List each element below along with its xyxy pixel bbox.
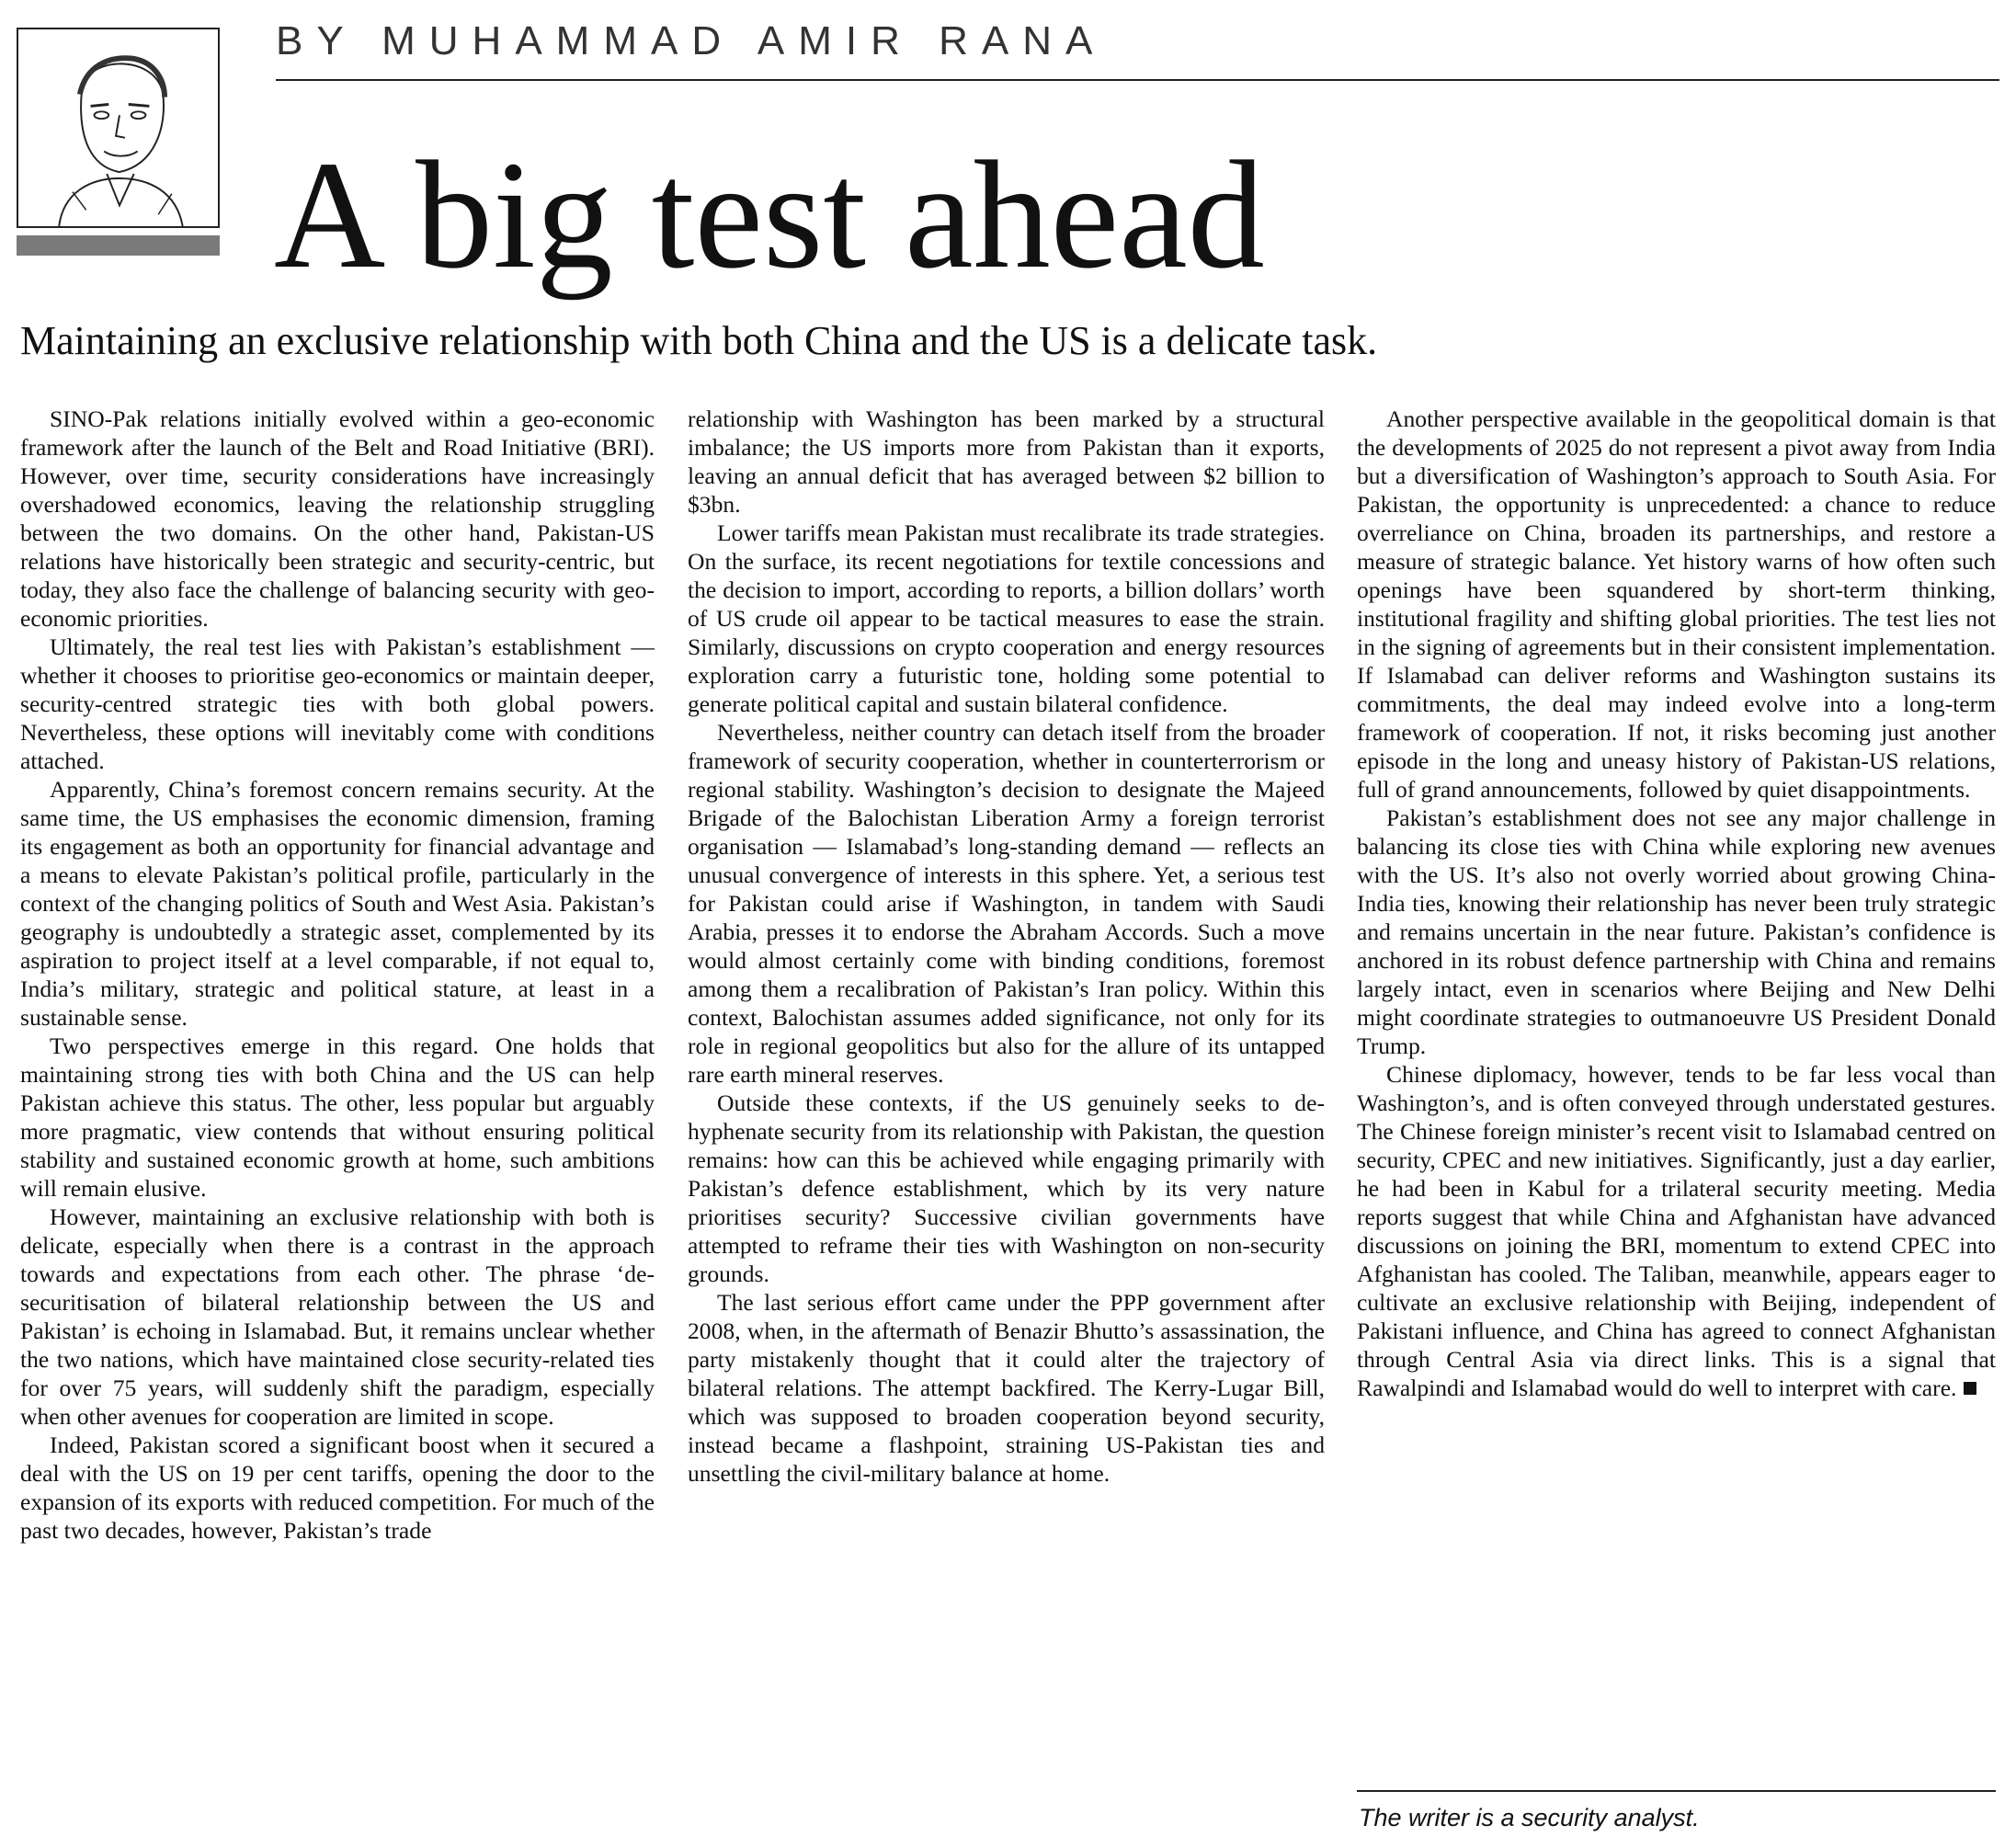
paragraph: Pakistan’s establishment does not see any major challenge in balancing its close ties with China while exploring new avenues with the US. It’s also not overly worried about growing China-India ties, knowing their relationship has never been truly strategic and remains uncertain in the near future. Pakistan’s confidence is anchored in its robust defence partnership with China and remains largely intact, even in scenarios where Beijing and New Delhi might coordinate strategies to outmanoeuvre US President Donald Trump. — [1357, 804, 1996, 1059]
paragraph: Indeed, Pakistan scored a significant boost when it secured a deal with the US on 19 per cent tariffs, opening the door to the expansion of its exports with reduced competition. For much of the past two decades, however, Pakistan’s trade — [20, 1432, 655, 1544]
paragraph: Apparently, China’s foremost concern remains security. At the same time, the US emphasises the economic dimension, framing its engagement as both an opportunity for financial advantage and a means to elevate Pakistan’s political profile, particularly in the context of the changing politics of South and West Asia. Pakistan’s geography is undoubtedly a strategic asset, complemented by its aspiration to project itself at a level comparable, if not equal to, India’s military, strategic and political stature, at least in a sustainable sense. — [20, 776, 655, 1031]
column-2 — [688, 405, 1325, 1488]
end-mark-icon — [1964, 1382, 1976, 1395]
paragraph: Two perspectives emerge in this regard. One holds that maintaining strong ties with both China and the US can help Pakistan achieve this status. The other, less popular but arguably more pragmatic, view contends that without ensuring political stability and sustained economic growth at home, such ambitions will remain elusive. — [20, 1032, 655, 1202]
paragraph: Nevertheless, neither country can detach itself from the broader framework of security cooperation, whether in counterterrorism or regional stability. Washington’s decision to designate the Majeed Brigade of the Balochistan Liberation Army a foreign terrorist organisation — Islamabad’s long-standing demand — reflects an unusual convergence of interests in this sphere. Yet, a serious test for Pakistan could arise if Washington, in tandem with Saudi Arabia, presses it to endorse the Abraham Accords. Such a move would almost certainly come with binding conditions, foremost among them a recalibration of Pakistan’s Iran policy. Within this context, Balochistan assumes added significance, not only for its role in regional geopolitics but also for the allure of its untapped rare earth mineral reserves. — [688, 719, 1325, 1088]
paragraph: SINO-Pak relations initially evolved within a geo-economic framework after the launch of the Belt and Road Initiative (BRI). However, over time, security considerations have increasingly overshadowed economics, leaving the relationship struggling between the two domains. On the other hand, Pakistan-US relations have historically been strategic and security-centric, but today, they also face the challenge of balancing security with geo-economic priorities. — [20, 405, 655, 632]
paragraph: Ultimately, the real test lies with Pakistan’s establishment — whether it chooses to prioritise geo-economics or maintain deeper, security-centred strategic ties with both global powers. Nevertheless, these options will inevitably come with conditions attached. — [20, 633, 655, 774]
portrait-bar — [17, 235, 220, 256]
paragraph — [1357, 1060, 1996, 1402]
column-1 — [20, 405, 655, 1545]
byline-rule — [276, 79, 1999, 81]
column-3 — [1357, 405, 1996, 1402]
paragraph: Outside these contexts, if the US genuinely seeks to de-hyphenate security from its relationship with Pakistan, the question remains: how can this be achieved while engaging primarily with Pakistan’s defence establishment, which by its very nature prioritises security? Successive civilian governments have attempted to reframe their ties with Washington on non-security grounds. — [688, 1089, 1325, 1287]
author-portrait — [17, 28, 220, 228]
author-note: The writer is a security analyst. — [1359, 1804, 1700, 1831]
paragraph-continued: relationship with Washington has been marked by a structural imbalance; the US imports more from Pakistan than it exports, leaving an annual deficit that has averaged between $2 billion to $3bn. — [688, 405, 1325, 518]
footer-rule — [1357, 1790, 1996, 1792]
paragraph: The last serious effort came under the PPP government after 2008, when, in the aftermath of Benazir Bhutto’s assassination, the party mistakenly thought that it could alter the trajectory of bilateral relations. The attempt backfired. The Kerry-Lugar Bill, which was supposed to broaden cooperation beyond security, instead became a flashpoint, straining US-Pakistan ties and unsettling the civil-military balance at home. — [688, 1289, 1325, 1487]
paragraph-text: Chinese diplomacy, however, tends to be far less vocal than Washington’s, and is often conveyed through understated gestures. The Chinese foreign minister’s recent visit to Islamabad centred on security, CPEC and new initiatives. Significantly, just a day earlier, he had been in Kabul for a trilateral security meeting. Media reports suggest that while China and Afghanistan have advanced discussions on joining the BRI, momentum to extend CPEC into Afghanistan has cooled. The Taliban, meanwhile, appears eager to cultivate an exclusive relationship with Beijing, independent of Pakistani influence, and China has agreed to connect Afghanistan through Central Asia via direct links. This is a signal that Rawalpindi and Islamabad would do well to interpret with care. — [1357, 1061, 1996, 1401]
byline: BY MUHAMMAD AMIR RANA — [276, 18, 1107, 63]
paragraph: Lower tariffs mean Pakistan must recalibrate its trade strategies. On the surface, its recent negotiations for textile concessions and the decision to import, according to reports, a billion dollars’ worth of US crude oil appear to be tactical measures to ease the strain. Similarly, discussions on crypto cooperation and energy resources exploration carry a futuristic tone, holding some potential to generate political capital and sustain bilateral confidence. — [688, 519, 1325, 717]
paragraph: However, maintaining an exclusive relationship with both is delicate, especially when there is a contrast in the approach towards and expectations from each other. The phrase ‘de-securitisation of bilateral relationship between the US and Pakistan’ is echoing in Islamabad. But, it remains unclear whether the two nations, which have maintained close security-related ties for over 75 years, will suddenly shift the paradigm, especially when other avenues for cooperation are limited in scope. — [20, 1203, 655, 1430]
paragraph: Another perspective available in the geopolitical domain is that the developments of 2025 do not represent a pivot away from India but a diversification of Washington’s approach to South Asia. For Pakistan, the opportunity is unprecedented: a chance to reduce overreliance on China, broaden its partnerships, and restore a measure of strategic balance. Yet history warns of how often such openings have been squandered by short-term thinking, institutional fragility and shifting global priorities. The test lies not in the signing of agreements but in their consistent implementation. If Islamabad can deliver reforms and Washington sustains its commitments, the deal may indeed evolve into a long-term framework of cooperation. If not, it risks becoming just another episode in the long and uneasy history of Pakistan-US relations, full of grand announcements, followed by quiet disappointments. — [1357, 405, 1996, 803]
dek: Maintaining an exclusive relationship with both China and the US is a delicate task. — [20, 318, 1378, 363]
headline: A big test ahead — [274, 130, 1265, 301]
